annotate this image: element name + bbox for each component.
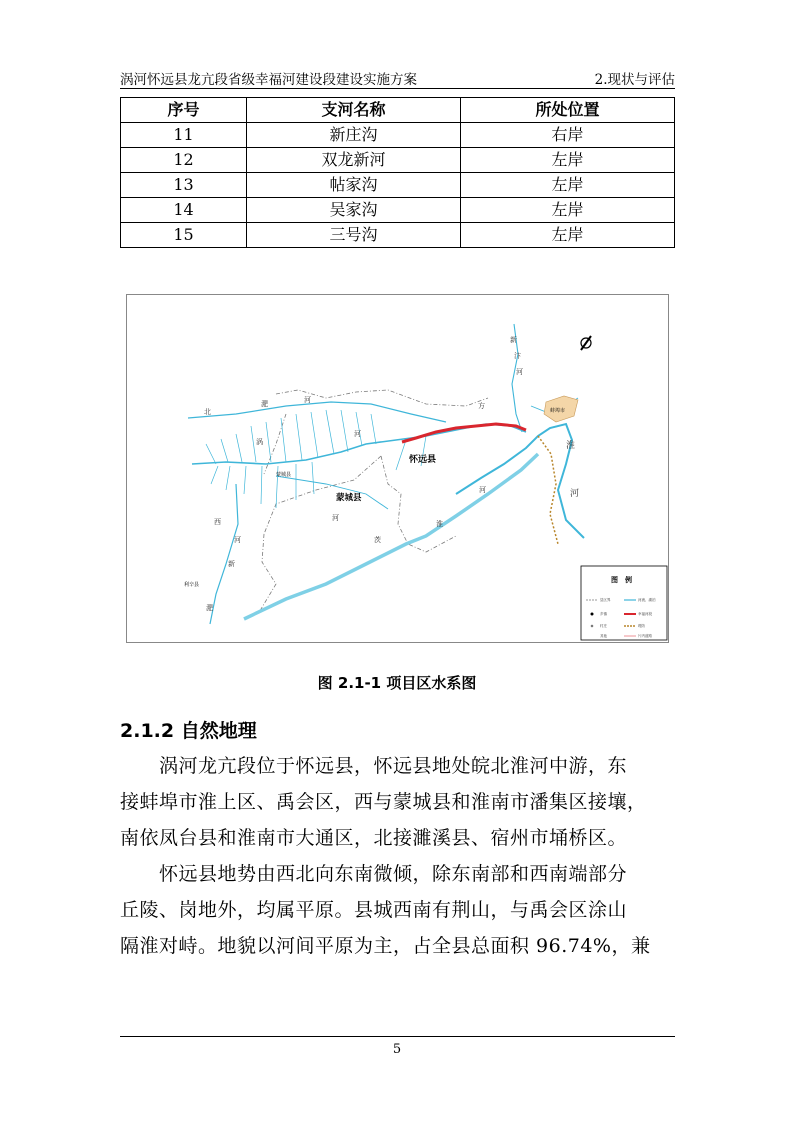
label-lixin: 利辛县 [184, 582, 200, 588]
paragraph-line: 南依凤台县和淮南市大通区，北接濉溪县、宿州市埇桥区。 [120, 827, 628, 849]
legend-boundary: 县区界 [600, 598, 611, 602]
tributary-table [120, 97, 675, 248]
cell-no: 12 [121, 148, 247, 173]
table-row [121, 223, 675, 248]
legend-road: 片内道路 [638, 634, 652, 638]
paragraph-terrain [120, 856, 675, 964]
legend-other: 其他 [600, 634, 607, 638]
legend-happy-river: 幸福河段 [638, 612, 652, 616]
legend-river: 河流、湖泊 [638, 598, 656, 602]
cell-position: 左岸 [461, 223, 675, 248]
label-huaiyuan: 怀远县 [409, 455, 437, 465]
river-char: 淮 [436, 520, 443, 528]
river-char: 河 [332, 514, 339, 522]
legend-levee: 堤防 [638, 624, 645, 628]
cell-name: 双龙新河 [247, 148, 461, 173]
table-row [121, 173, 675, 198]
cell-name: 三号沟 [247, 223, 461, 248]
page-number: 5 [392, 1042, 402, 1057]
label-mengcheng-town: 蒙城县 [276, 472, 292, 478]
page-header [120, 66, 675, 89]
cell-position: 左岸 [461, 198, 675, 223]
river-char: 西 [214, 518, 221, 526]
river-char: 新 [510, 336, 517, 344]
river-char: 河 [304, 396, 311, 404]
table-row [121, 123, 675, 148]
paragraph-line: 涡河龙亢段位于怀远县，怀远县地处皖北淮河中游，东 [120, 755, 628, 777]
cell-name: 帖家沟 [247, 173, 461, 198]
legend-town: 乡镇 [600, 612, 607, 616]
river-char: 涡 [256, 438, 263, 446]
river-char: 河 [516, 368, 523, 376]
table-header-row [121, 98, 675, 123]
cell-no: 15 [121, 223, 247, 248]
header-chapter: 2.现状与评估 [594, 72, 675, 88]
river-char: 河 [479, 486, 486, 494]
label-mengcheng: 蒙城县 [336, 493, 362, 503]
paragraph-line: 接蚌埠市淮上区、禹会区，西与蒙城县和淮南市潘集区接壤， [120, 791, 647, 813]
table-row [121, 148, 675, 173]
col-header-name: 支河名称 [247, 98, 461, 123]
paragraph-line: 丘陵、岗地外，均属平原。县城西南有荆山，与禹会区涂山 [120, 899, 628, 921]
header-title: 涡河怀远县龙亢段省级幸福河建设段建设实施方案 [120, 72, 417, 88]
paragraph-location [120, 748, 675, 856]
river-char: 淝 [261, 400, 268, 408]
river-char: 北 [204, 408, 211, 416]
section-heading [120, 716, 257, 743]
cell-position: 左岸 [461, 173, 675, 198]
river-char: 汴 [514, 352, 521, 360]
col-header-position: 所处位置 [461, 98, 675, 123]
section-number: 2.1.2 [120, 720, 175, 742]
cell-name: 新庄沟 [247, 123, 461, 148]
map-legend [581, 566, 667, 640]
river-char: 河 [570, 489, 580, 499]
river-char: 方 [478, 402, 485, 410]
footer-divider [120, 1036, 675, 1037]
label-bengbu: 蚌埠市 [550, 408, 566, 414]
cell-name: 吴家沟 [247, 198, 461, 223]
river-char: 淝 [206, 604, 213, 612]
cell-position: 右岸 [461, 123, 675, 148]
cell-position: 左岸 [461, 148, 675, 173]
river-char: 淮 [566, 441, 576, 451]
paragraph-line: 怀远县地势由西北向东南微倾，除东南部和西南端部分 [120, 863, 628, 885]
legend-title: 图 例 [611, 576, 632, 584]
river-char: 茨 [374, 536, 381, 544]
cell-no: 11 [121, 123, 247, 148]
figure-caption: 图 2.1-1 项目区水系图 [317, 674, 477, 692]
river-char: 河 [354, 430, 361, 438]
section-title: 自然地理 [180, 720, 257, 742]
cell-no: 13 [121, 173, 247, 198]
cell-no: 14 [121, 198, 247, 223]
water-system-map [126, 294, 669, 643]
legend-village: 村庄 [600, 624, 607, 628]
river-char: 新 [228, 560, 235, 568]
table-row [121, 198, 675, 223]
col-header-no: 序号 [121, 98, 247, 123]
river-char: 河 [234, 536, 241, 544]
paragraph-line: 隔淮对峙。地貌以河间平原为主，占全县总面积 96.74%，兼 [120, 935, 651, 957]
